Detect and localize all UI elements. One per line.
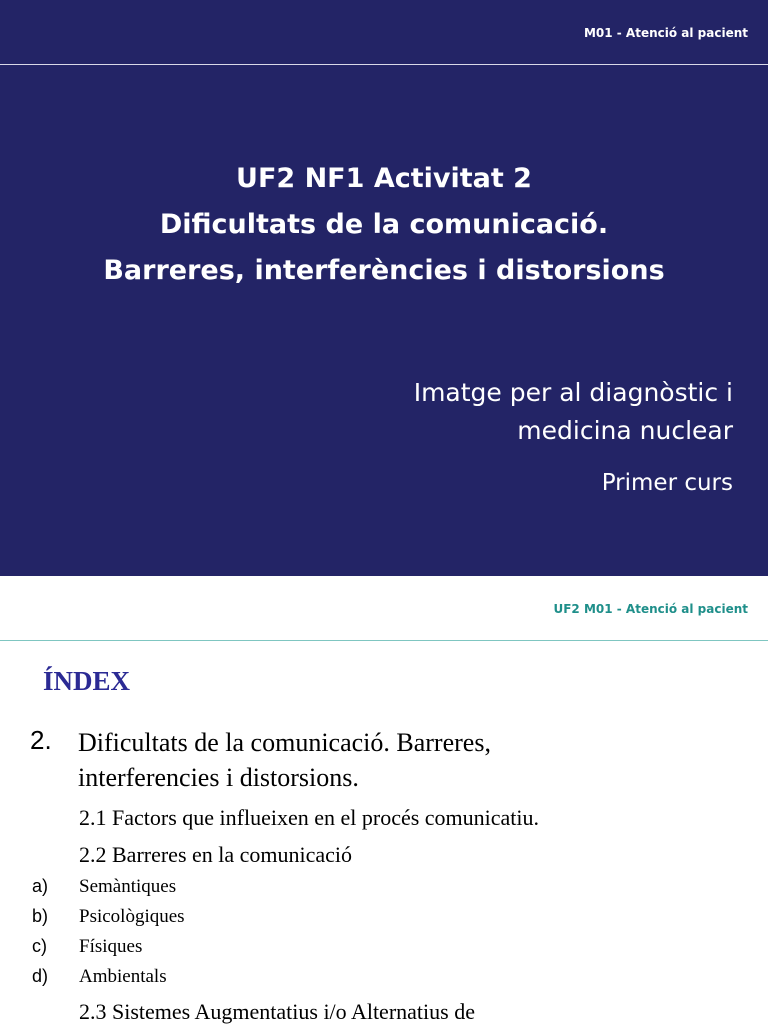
subsection-2-2: 2.2 Barreres en la comunicació: [79, 842, 353, 867]
subsection-2-1: 2.1 Factors que influeixen en el procés comunicatiu.: [79, 805, 540, 830]
list-text: Semàntiques: [79, 876, 177, 897]
title-line: Barreres, interferències i distorsions: [103, 255, 665, 286]
list-marker: c): [32, 936, 47, 956]
header-divider: [0, 64, 768, 65]
slide-header: M01 - Atenció al pacient: [583, 26, 748, 40]
subtitle-line: medicina nuclear: [517, 416, 733, 445]
slide-subtitle: [414, 374, 733, 450]
index-heading: ÍNDEX: [43, 666, 131, 696]
item-text-line: Dificultats de la comunicació. Barreres,: [78, 728, 491, 757]
subtitle-line: Imatge per al diagnòstic i: [413, 378, 733, 407]
list-marker: a): [32, 876, 49, 896]
list-text: Psicològiques: [79, 906, 185, 927]
title-line: UF2 NF1 Activitat 2: [236, 163, 532, 194]
course-year: Primer curs: [601, 470, 733, 496]
title-line: Dificultats de la comunicació.: [159, 209, 609, 240]
slide-title: [0, 156, 768, 294]
header-divider: [0, 640, 768, 641]
index-slide: [0, 576, 768, 1024]
subsection-2-3: 2.3 Sistemes Augmentatius i/o Alternatius de: [79, 999, 475, 1024]
list-marker: b): [32, 906, 49, 926]
slide-header: UF2 M01 - Atenció al pacient: [553, 602, 748, 616]
list-text: Físiques: [79, 936, 143, 957]
item-number: 2.: [30, 725, 52, 755]
item-text: [78, 725, 718, 795]
list-marker: d): [32, 966, 49, 986]
item-text-line: interferencies i distorsions.: [78, 763, 359, 792]
list-text: Ambientals: [79, 966, 167, 987]
